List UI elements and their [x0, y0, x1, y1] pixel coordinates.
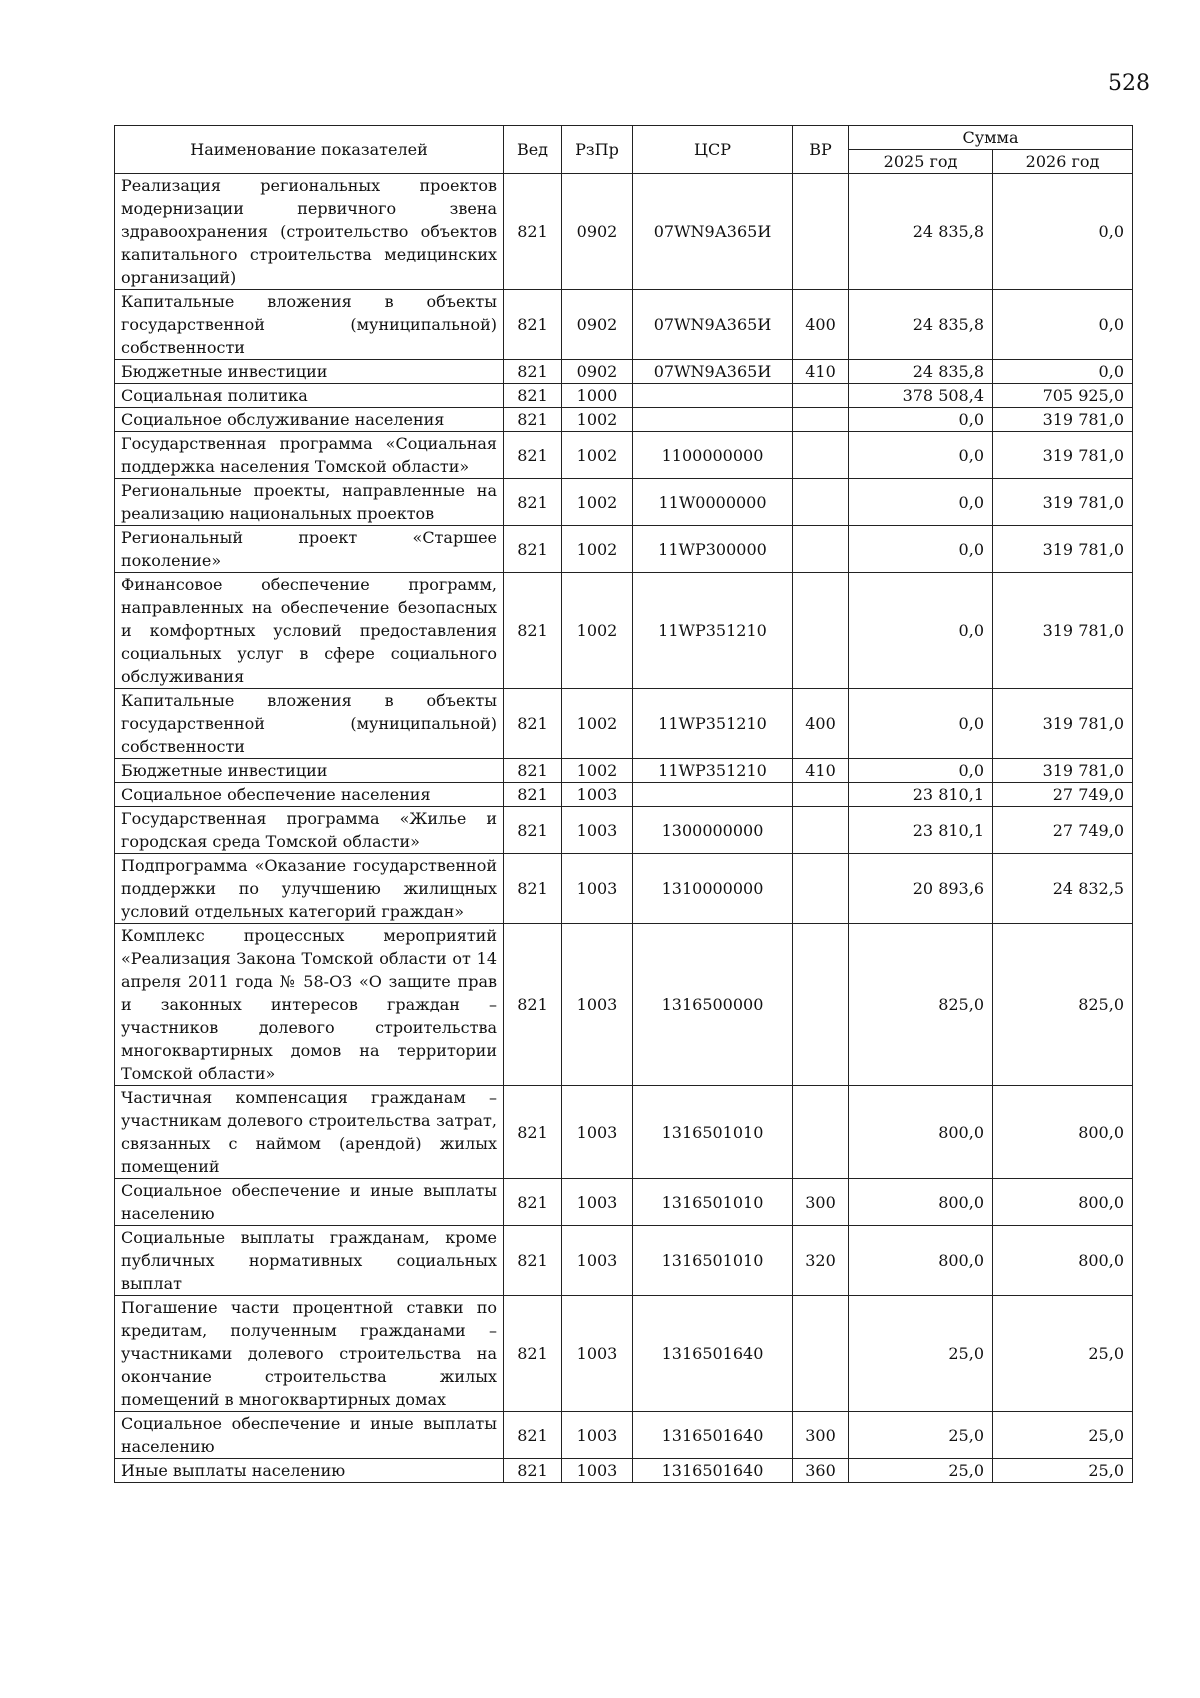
row-ved: 821 [504, 526, 562, 573]
row-sum-2025: 25,0 [849, 1296, 993, 1412]
row-ved: 821 [504, 432, 562, 479]
table-body [115, 174, 1133, 1483]
row-ved: 821 [504, 924, 562, 1086]
row-rzpr: 1003 [562, 783, 633, 807]
table-row [115, 432, 1133, 479]
row-name: Частичная компенсация гражданам – участникам долевого строительства затрат, связанных с наймом (арендой) жилых помещений [115, 1086, 504, 1179]
table-row [115, 759, 1133, 783]
table-row [115, 854, 1133, 924]
row-csr [633, 384, 793, 408]
row-sum-2025: 825,0 [849, 924, 993, 1086]
row-vr [793, 1296, 849, 1412]
row-rzpr: 0902 [562, 174, 633, 290]
row-csr: 1300000000 [633, 807, 793, 854]
row-sum-2026: 319 781,0 [993, 408, 1133, 432]
row-vr: 400 [793, 689, 849, 759]
row-rzpr: 1002 [562, 432, 633, 479]
row-rzpr: 1003 [562, 1412, 633, 1459]
row-rzpr: 1003 [562, 1179, 633, 1226]
row-sum-2026: 0,0 [993, 290, 1133, 360]
row-sum-2025: 24 835,8 [849, 360, 993, 384]
row-sum-2026: 27 749,0 [993, 783, 1133, 807]
row-sum-2026: 0,0 [993, 174, 1133, 290]
row-name: Комплекс процессных мероприятий «Реализация Закона Томской области от 14 апреля 2011 года № 58-ОЗ «О защите прав и законных интересов граждан – участников долевого строительства многоквартирных домов на территории Томской области» [115, 924, 504, 1086]
row-ved: 821 [504, 1226, 562, 1296]
row-vr [793, 174, 849, 290]
row-sum-2026: 800,0 [993, 1226, 1133, 1296]
row-rzpr: 1003 [562, 1086, 633, 1179]
row-vr: 360 [793, 1459, 849, 1483]
row-rzpr: 1003 [562, 1459, 633, 1483]
row-csr: 11WР351210 [633, 573, 793, 689]
row-ved: 821 [504, 174, 562, 290]
row-rzpr: 1003 [562, 924, 633, 1086]
row-rzpr: 1002 [562, 526, 633, 573]
row-ved: 821 [504, 408, 562, 432]
row-sum-2025: 0,0 [849, 479, 993, 526]
row-rzpr: 1003 [562, 807, 633, 854]
row-csr: 1316501010 [633, 1179, 793, 1226]
row-ved: 821 [504, 479, 562, 526]
row-csr [633, 783, 793, 807]
row-sum-2025: 0,0 [849, 432, 993, 479]
row-csr: 11WР300000 [633, 526, 793, 573]
row-sum-2025: 800,0 [849, 1179, 993, 1226]
row-sum-2025: 23 810,1 [849, 783, 993, 807]
row-sum-2025: 0,0 [849, 573, 993, 689]
table-row [115, 1179, 1133, 1226]
row-sum-2026: 319 781,0 [993, 432, 1133, 479]
row-ved: 821 [504, 573, 562, 689]
row-name: Региональные проекты, направленные на реализацию национальных проектов [115, 479, 504, 526]
row-rzpr: 0902 [562, 360, 633, 384]
row-vr: 410 [793, 759, 849, 783]
row-vr: 300 [793, 1412, 849, 1459]
row-csr: 07WN9А365И [633, 290, 793, 360]
row-csr: 1316501640 [633, 1459, 793, 1483]
row-sum-2026: 27 749,0 [993, 807, 1133, 854]
row-sum-2026: 319 781,0 [993, 479, 1133, 526]
row-csr: 11W0000000 [633, 479, 793, 526]
row-rzpr: 1003 [562, 1296, 633, 1412]
row-vr [793, 1086, 849, 1179]
row-csr: 1100000000 [633, 432, 793, 479]
row-csr: 11WР351210 [633, 689, 793, 759]
row-vr [793, 924, 849, 1086]
row-vr [793, 479, 849, 526]
table-row [115, 408, 1133, 432]
row-rzpr: 1003 [562, 1226, 633, 1296]
table-row [115, 526, 1133, 573]
header-year-2025: 2025 год [849, 150, 993, 174]
row-name: Иные выплаты населению [115, 1459, 504, 1483]
row-rzpr: 1002 [562, 759, 633, 783]
row-sum-2026: 319 781,0 [993, 759, 1133, 783]
row-sum-2026: 25,0 [993, 1296, 1133, 1412]
row-sum-2025: 378 508,4 [849, 384, 993, 408]
row-ved: 821 [504, 360, 562, 384]
table-row [115, 689, 1133, 759]
row-name: Региональный проект «Старшее поколение» [115, 526, 504, 573]
row-csr: 1316501640 [633, 1296, 793, 1412]
row-vr [793, 432, 849, 479]
row-name: Подпрограмма «Оказание государственной поддержки по улучшению жилищных условий отдельных категорий граждан» [115, 854, 504, 924]
row-csr: 07WN9А365И [633, 360, 793, 384]
row-sum-2025: 0,0 [849, 526, 993, 573]
row-csr: 1316501010 [633, 1226, 793, 1296]
row-sum-2025: 24 835,8 [849, 290, 993, 360]
row-ved: 821 [504, 1296, 562, 1412]
row-sum-2025: 0,0 [849, 689, 993, 759]
table-row [115, 1459, 1133, 1483]
row-name: Социальное обслуживание населения [115, 408, 504, 432]
row-ved: 821 [504, 759, 562, 783]
row-name: Социальное обеспечение и иные выплаты населению [115, 1412, 504, 1459]
row-sum-2025: 23 810,1 [849, 807, 993, 854]
row-csr: 07WN9А365И [633, 174, 793, 290]
row-ved: 821 [504, 290, 562, 360]
row-sum-2026: 319 781,0 [993, 526, 1133, 573]
row-sum-2025: 20 893,6 [849, 854, 993, 924]
row-rzpr: 1002 [562, 408, 633, 432]
row-sum-2026: 800,0 [993, 1179, 1133, 1226]
header-ved: Вед [504, 126, 562, 174]
table-row [115, 384, 1133, 408]
row-vr: 400 [793, 290, 849, 360]
table-row [115, 360, 1133, 384]
table-header [115, 126, 1133, 174]
row-vr: 410 [793, 360, 849, 384]
table-row [115, 1296, 1133, 1412]
row-name: Социальные выплаты гражданам, кроме публичных нормативных социальных выплат [115, 1226, 504, 1296]
header-year-2026: 2026 год [993, 150, 1133, 174]
row-sum-2026: 319 781,0 [993, 689, 1133, 759]
row-vr [793, 408, 849, 432]
row-sum-2026: 0,0 [993, 360, 1133, 384]
row-name: Социальное обеспечение и иные выплаты населению [115, 1179, 504, 1226]
row-sum-2025: 24 835,8 [849, 174, 993, 290]
row-name: Бюджетные инвестиции [115, 759, 504, 783]
row-csr: 1316501010 [633, 1086, 793, 1179]
row-name: Государственная программа «Социальная поддержка населения Томской области» [115, 432, 504, 479]
table-row [115, 807, 1133, 854]
row-sum-2026: 25,0 [993, 1412, 1133, 1459]
row-rzpr: 1000 [562, 384, 633, 408]
row-vr: 320 [793, 1226, 849, 1296]
row-ved: 821 [504, 807, 562, 854]
row-name: Капитальные вложения в объекты государственной (муниципальной) собственности [115, 290, 504, 360]
header-csr: ЦСР [633, 126, 793, 174]
row-name: Государственная программа «Жилье и городская среда Томской области» [115, 807, 504, 854]
row-csr: 11WР351210 [633, 759, 793, 783]
row-sum-2026: 825,0 [993, 924, 1133, 1086]
row-sum-2025: 0,0 [849, 759, 993, 783]
page-number: 528 [1108, 71, 1150, 96]
budget-table [114, 125, 1133, 1483]
row-rzpr: 0902 [562, 290, 633, 360]
row-name: Социальное обеспечение населения [115, 783, 504, 807]
row-sum-2026: 25,0 [993, 1459, 1133, 1483]
row-ved: 821 [504, 1179, 562, 1226]
row-name: Капитальные вложения в объекты государственной (муниципальной) собственности [115, 689, 504, 759]
row-vr: 300 [793, 1179, 849, 1226]
table-row [115, 1226, 1133, 1296]
row-ved: 821 [504, 384, 562, 408]
row-ved: 821 [504, 1412, 562, 1459]
row-vr [793, 573, 849, 689]
row-sum-2025: 0,0 [849, 408, 993, 432]
row-sum-2026: 319 781,0 [993, 573, 1133, 689]
row-rzpr: 1002 [562, 689, 633, 759]
row-name: Социальная политика [115, 384, 504, 408]
row-csr: 1310000000 [633, 854, 793, 924]
header-vr: ВР [793, 126, 849, 174]
row-vr [793, 384, 849, 408]
row-sum-2026: 705 925,0 [993, 384, 1133, 408]
table-row [115, 1412, 1133, 1459]
row-ved: 821 [504, 783, 562, 807]
row-name: Финансовое обеспечение программ, направленных на обеспечение безопасных и комфортных условий предоставления социальных услуг в сфере социального обслуживания [115, 573, 504, 689]
row-rzpr: 1002 [562, 573, 633, 689]
table-row [115, 924, 1133, 1086]
row-sum-2025: 800,0 [849, 1226, 993, 1296]
row-ved: 821 [504, 1459, 562, 1483]
header-name: Наименование показателей [115, 126, 504, 174]
row-sum-2025: 25,0 [849, 1459, 993, 1483]
table-row [115, 174, 1133, 290]
row-name: Реализация региональных проектов модернизации первичного звена здравоохранения (строительство объектов капитального строительства медицинских организаций) [115, 174, 504, 290]
table-row [115, 783, 1133, 807]
header-rzpr: РзПр [562, 126, 633, 174]
row-name: Погашение части процентной ставки по кредитам, полученным гражданами – участниками долевого строительства на окончание строительства жилых помещений в многоквартирных домах [115, 1296, 504, 1412]
row-csr [633, 408, 793, 432]
row-ved: 821 [504, 689, 562, 759]
row-vr [793, 807, 849, 854]
row-ved: 821 [504, 854, 562, 924]
row-vr [793, 854, 849, 924]
row-sum-2025: 25,0 [849, 1412, 993, 1459]
row-ved: 821 [504, 1086, 562, 1179]
header-sum: Сумма [849, 126, 1133, 150]
row-rzpr: 1002 [562, 479, 633, 526]
row-name: Бюджетные инвестиции [115, 360, 504, 384]
row-rzpr: 1003 [562, 854, 633, 924]
table-row [115, 1086, 1133, 1179]
row-vr [793, 783, 849, 807]
table-row [115, 479, 1133, 526]
row-csr: 1316501640 [633, 1412, 793, 1459]
table-row [115, 573, 1133, 689]
table-row [115, 290, 1133, 360]
row-sum-2026: 800,0 [993, 1086, 1133, 1179]
row-sum-2025: 800,0 [849, 1086, 993, 1179]
row-sum-2026: 24 832,5 [993, 854, 1133, 924]
row-csr: 1316500000 [633, 924, 793, 1086]
row-vr [793, 526, 849, 573]
